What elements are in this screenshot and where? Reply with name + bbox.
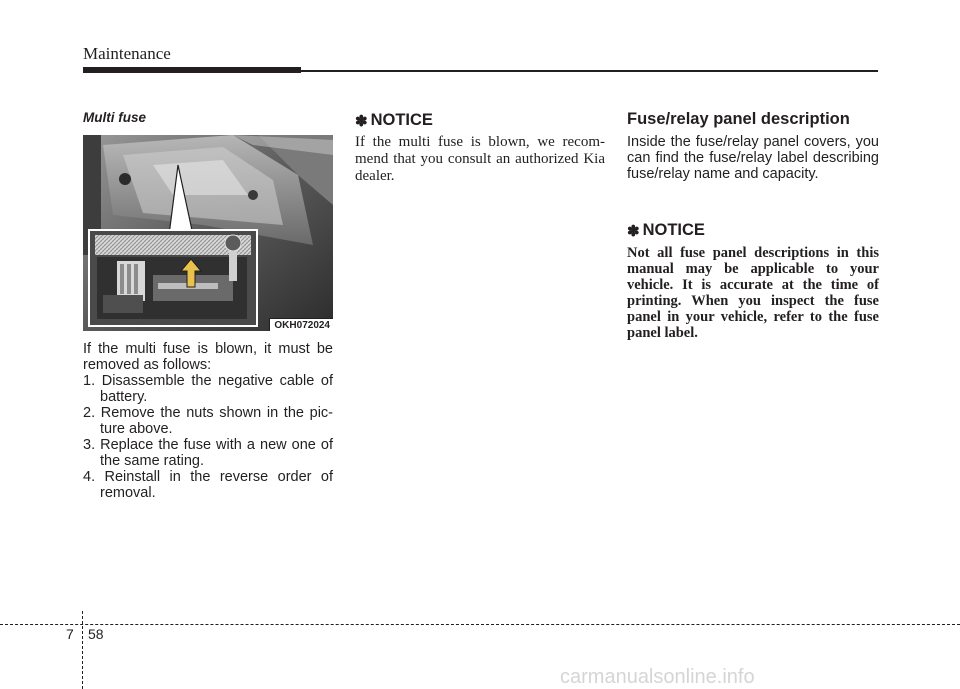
removal-steps-list [83, 373, 333, 501]
page-number: 58 [88, 626, 104, 642]
figure-code-label: OKH072024 [269, 318, 333, 331]
multi-fuse-subheading: Multi fuse [83, 110, 146, 125]
notice-body-2: Not all fuse panel descriptions in this manual may be applicable to your vehicle. It is accurate at the time of printing. When you inspect the fuse panel in your vehicle, refer to the fuse panel label. [627, 245, 879, 341]
chapter-number: 7 [66, 626, 74, 642]
header-rule-thick [83, 67, 301, 73]
notice-title-text: NOTICE [642, 221, 705, 239]
list-item: 4. Reinstall in the reverse order of removal. [83, 469, 333, 501]
notice-body: If the multi fuse is blown, we recom- mend that you consult an authorized Kia dealer. [355, 134, 605, 184]
footer-rule [0, 624, 960, 625]
engine-fuse-photo [83, 135, 333, 331]
footer-divider [82, 611, 83, 689]
section-paragraph: Inside the fuse/relay panel covers, you can find the fuse/relay label describing fuse/relay name and capacity. [627, 134, 879, 182]
page-header-title: Maintenance [83, 44, 171, 63]
list-item: 3. Replace the fuse with a new one of the same rating. [83, 437, 333, 469]
header-rule-thin [301, 70, 878, 72]
watermark-text: carmanualsonline.info [560, 666, 755, 688]
engine-illustration [83, 135, 333, 331]
multi-fuse-intro: If the multi fuse is blown, it must be removed as follows: [83, 341, 333, 373]
notice-title-text: NOTICE [370, 111, 433, 129]
list-item: 1. Disassemble the negative cable of battery. [83, 373, 333, 405]
notice-heading [355, 111, 433, 130]
notice-star-icon: ✽ [355, 112, 368, 130]
notice-heading-2 [627, 221, 705, 240]
list-item: 2. Remove the nuts shown in the pic- ture above. [83, 405, 333, 437]
section-heading: Fuse/relay panel description [627, 110, 850, 128]
notice-star-icon: ✽ [627, 222, 640, 240]
